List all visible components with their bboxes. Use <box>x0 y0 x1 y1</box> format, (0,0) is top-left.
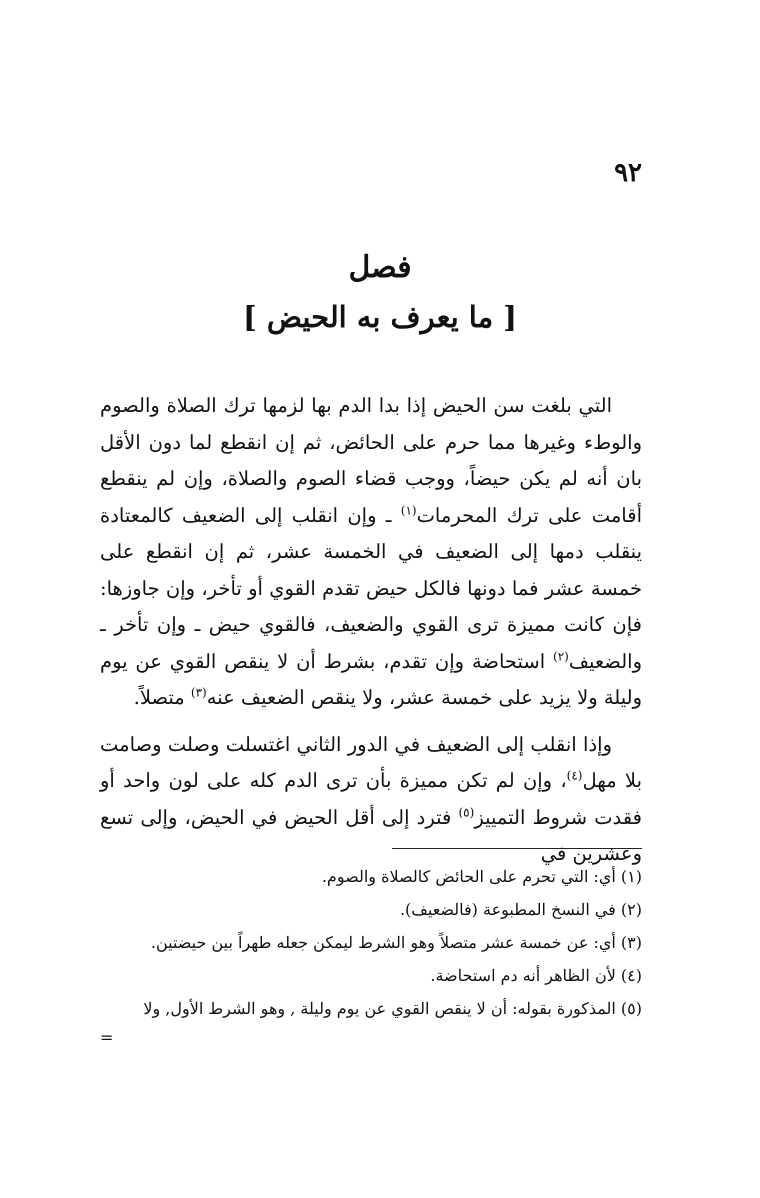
footnote-1: (١) أي: التي تحرم على الحائض كالصلاة والصوم. <box>321 867 642 886</box>
paragraph-1: التي بلغت سن الحيض إذا بدا الدم بها لزمها ترك الصلاة والصوم والوطء وغيرها مما حرم على الحائض، ثم إن انقطع لما دون الأقل بان أنه لم يكن حيضاً، ووجب قضاء الصوم والصلاة، وإن لم ينقطع أقامت على ترك المحرمات$^{(١)}$ ـ وإن انقلب إلى الضعيف كالمعتادة ينقلب دمها إلى الضعيف في الخمسة عشر، ثم إن انقطع على خمسة عشر فما دونها فالكل حيض تقدم القوي أو تأخر، وإن جاوزها: فإن كانت مميزة ترى القوي والضعيف، فالقوي حيض ـ وإن تأخر ـ والضعيف$^{(٢)}$ استحاضة وإن تقدم، بشرط أن لا ينقص القوي عن يوم وليلة ولا يزيد على خمسة عشر، ولا ينقص الضعيف عنه$^{(٣)}$ متصلاً. <box>100 394 642 709</box>
footnote-ref-3: (٣) <box>190 685 207 700</box>
chapter-title: فصل <box>348 250 412 285</box>
chapter-subtitle: [ ما يعرف به الحيض ] <box>243 300 517 334</box>
footnotes <box>100 862 642 1049</box>
footnote-3: (٣) أي: عن خمسة عشر متصلاً وهو الشرط ليمكن جعله طهراً بين حيضتين. <box>150 933 642 952</box>
footnote-4: (٤) لأن الظاهر أنه دم استحاضة. <box>430 966 642 985</box>
body-text <box>100 388 642 883</box>
footnote-separator <box>392 848 642 849</box>
page-number: ٩٢ <box>614 158 642 188</box>
footnote-ref-5: (٥) <box>458 805 475 819</box>
continued-mark: = <box>100 1028 114 1047</box>
paragraph-2: وإذا انقلب إلى الضعيف في الدور الثاني اغتسلت وصلت وصامت بلا مهل$^{(٤)}$، وإن لم تكن مميزة بأن ترى الدم كله على لون واحد أو فقدت شروط التمييز$^{(٥)}$ فترد إلى أقل الحيض في الحيض، وإلى تسع وعشرين في <box>100 732 642 865</box>
footnote-ref-4: (٤) <box>566 768 583 783</box>
footnote-ref-2: (٢) <box>553 649 569 663</box>
footnote-2: (٢) في النسخ المطبوعة (فالضعيف). <box>399 900 642 919</box>
footnote-5: (٥) المذكورة بقوله: أن لا ينقص القوي عن يوم وليلة , وهو الشرط الأول, ولا <box>143 999 642 1018</box>
footnote-ref-1: (١) <box>400 503 417 517</box>
